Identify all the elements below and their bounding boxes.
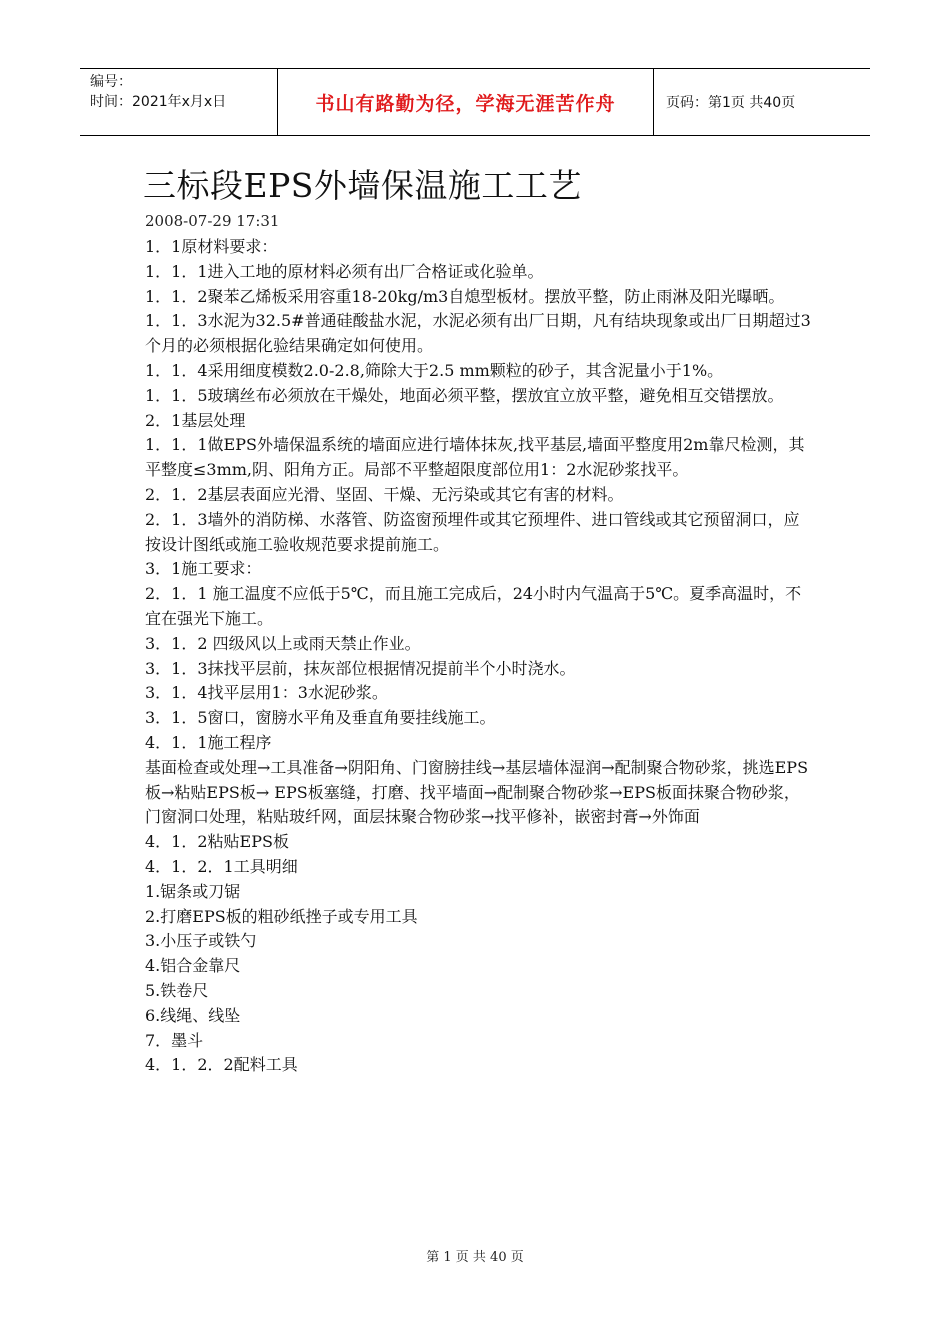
body-paragraph: 1．1．3水泥为32.5#普通硅酸盐水泥，水泥必须有出厂日期，凡有结块现象或出厂日期超过3个月的必须根据化验结果确定如何使用。 [145,311,811,356]
body-paragraph: 3.小压子或铁勺 [145,931,257,951]
body-paragraph: 4．1．1施工程序 [145,732,272,752]
body-paragraph: 2.打磨EPS板的粗砂纸挫子或专用工具 [145,906,418,926]
page-footer: 第 1 页 共 40 页 [426,1250,524,1265]
body-paragraph: 4.铝合金靠尺 [145,956,241,976]
document-body [145,235,813,1078]
code-label: 编号： [90,74,132,90]
body-paragraph: 2．1．3墙外的消防梯、水落管、防盗窗预埋件或其它预埋件、进口管线或其它预留洞口，应按设计图纸或施工验收规范要求提前施工。 [145,509,800,554]
document-date: 2008-07-29 17:31 [145,212,280,230]
body-paragraph: 6.线绳、线坠 [145,1005,241,1025]
body-paragraph: 1．1．2聚苯乙烯板采用容重18-20kg/m3自熄型板材。摆放平整，防止雨淋及阳光曝晒。 [145,286,785,306]
body-paragraph: 3．1．5窗口，窗膀水平角及垂直角要挂线施工。 [145,708,496,728]
body-paragraph: 1．1．1进入工地的原材料必须有出厂合格证或化验单。 [145,261,544,281]
body-paragraph: 2．1基层处理 [145,410,246,430]
body-paragraph: 4．1．2．2配料工具 [145,1055,298,1075]
body-paragraph: 1.锯条或刀锯 [145,881,241,901]
body-paragraph: 5.铁卷尺 [145,980,209,1000]
page-header [80,68,870,136]
header-page-info: 页码：第1页 共40页 [666,95,796,111]
body-paragraph: 3．1．2 四级风以上或雨天禁止作业。 [145,633,421,653]
body-paragraph: 3．1．4找平层用1：3水泥砂浆。 [145,683,388,703]
header-meta-cell [80,69,278,135]
header-motto: 书山有路勤为径，学海无涯苦作舟 [278,69,654,135]
body-paragraph: 1．1．1做EPS外墙保温系统的墙面应进行墙体抹灰,找平基层,墙面平整度用2m靠尺检测，其平整度≤3mm,阴、阳角方正。局部不平整超限度部位用1：2水泥砂浆找平。 [145,435,805,480]
time-label: 时间：2021年x月x日 [90,94,227,110]
body-paragraph: 4．1．2．1工具明细 [145,856,298,876]
body-paragraph: 1．1原材料要求： [145,237,278,256]
body-paragraph: 3．1施工要求： [145,559,262,579]
body-paragraph: 2．1．1 施工温度不应低于5℃，而且施工完成后，24小时内气温高于5℃。夏季高温时，不宜在强光下施工。 [145,584,802,628]
body-paragraph: 2．1．2基层表面应光滑、坚固、干燥、无污染或其它有害的材料。 [145,484,624,504]
body-paragraph: 基面检查或处理→工具准备→阴阳角、门窗膀挂线→基层墙体湿润→配制聚合物砂浆，挑选EPS板→粘贴EPS板→ EPS板塞缝，打磨、找平墙面→配制聚合物砂浆→EPS板面抹聚合物砂浆，门窗洞口处理，粘贴玻纤网，面层抹聚合物砂浆→找平修补，嵌密封膏→外饰面 [145,757,809,827]
body-paragraph: 1．1．5玻璃丝布必须放在干燥处，地面必须平整，摆放宜立放平整，避免相互交错摆放。 [145,385,784,405]
document-title: 三标段EPS外墙保温施工工艺 [143,166,582,205]
body-paragraph: 3．1．3抹找平层前，抹灰部位根据情况提前半个小时浇水。 [145,658,576,678]
body-paragraph: 4．1．2粘贴EPS板 [145,832,289,852]
body-paragraph: 1．1．4采用细度模数2.0-2.8,筛除大于2.5 mm颗粒的砂子，其含泥量小于1%。 [145,360,724,380]
body-paragraph: 7．墨斗 [145,1030,204,1050]
